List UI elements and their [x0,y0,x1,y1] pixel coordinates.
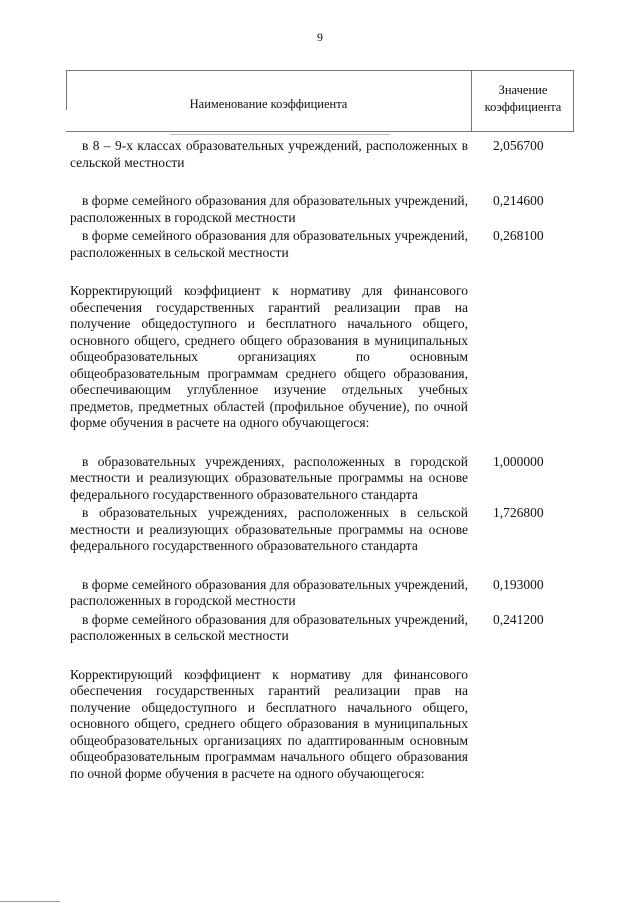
row-description: в образовательных учреждениях, расположенных в сельской местности и реализующих образовательные программы на основе федерального государственного образовательного стандарта [70,505,468,553]
scan-artifact-line [0,901,60,902]
row-description: в форме семейного образования для образовательных учреждений, расположенных в сельской местности [70,228,468,260]
column-header-value-line2: коэффициента [484,100,562,114]
header-bottom-border [66,131,574,132]
scan-artifact-line [170,134,390,135]
table-row [70,505,580,555]
table-row [70,454,580,504]
row-description: в форме семейного образования для образовательных учреждений, расположенных в городской местности [70,193,468,225]
header-top-border [66,70,574,71]
row-value: 0,214600 [493,193,544,208]
table-row [70,577,580,610]
row-description: в образовательных учреждениях, расположенных в городской местности и реализующих образовательные программы на основе федерального государственного образовательного стандарта [70,453,468,502]
row-description: в форме семейного образования для образовательных учреждений, расположенных в сельской местности [70,611,468,643]
row-value: 1,726800 [493,505,544,520]
column-header-value [472,82,574,116]
coefficient-table-body [70,138,580,782]
table-row [70,138,580,171]
row-description: Корректирующий коэффициент к нормативу для финансового обеспечения государственных гарантий реализации прав на получение общедоступного и бесплатного начального общего, основного общего, среднего общего образования в муниципальных общеобразовательных организациях по адаптированным основным общеобразовательным программам начального общего образования по очной форме обучения в расчете на одного обучающегося: [70,666,468,781]
column-header-value-line1: Значение [498,83,548,97]
row-value: 0,193000 [493,576,544,592]
row-description: Корректирующий коэффициент к нормативу для финансового обеспечения государственных гарантий реализации прав на получение общедоступного и бесплатного начального общего, основного общего, среднего общего образования в муниципальных общеобразовательных организациях по основным общеобразовательным программам среднего общего образования, обеспечивающим углубленное изучение отдельных учебных предметов, предметных областей (профильное обучение), по очной форме обучения в расчете на одного обучающегося: [70,283,468,430]
row-description: в 8 – 9-х классах образовательных учреждений, расположенных в сельской местности [70,138,468,170]
table-row [70,228,580,261]
row-description: в форме семейного образования для образовательных учреждений, расположенных в городской местности [70,576,468,608]
table-row [70,283,580,432]
table-row [70,612,580,645]
table-row [70,667,580,783]
row-value: 1,000000 [493,453,544,469]
column-header-name: Наименование коэффициента [189,97,348,111]
row-value: 2,056700 [493,138,544,153]
page-number: 9 [317,30,323,44]
table-row [70,193,580,226]
row-value: 0,268100 [493,228,544,243]
row-value: 0,241200 [493,611,544,627]
